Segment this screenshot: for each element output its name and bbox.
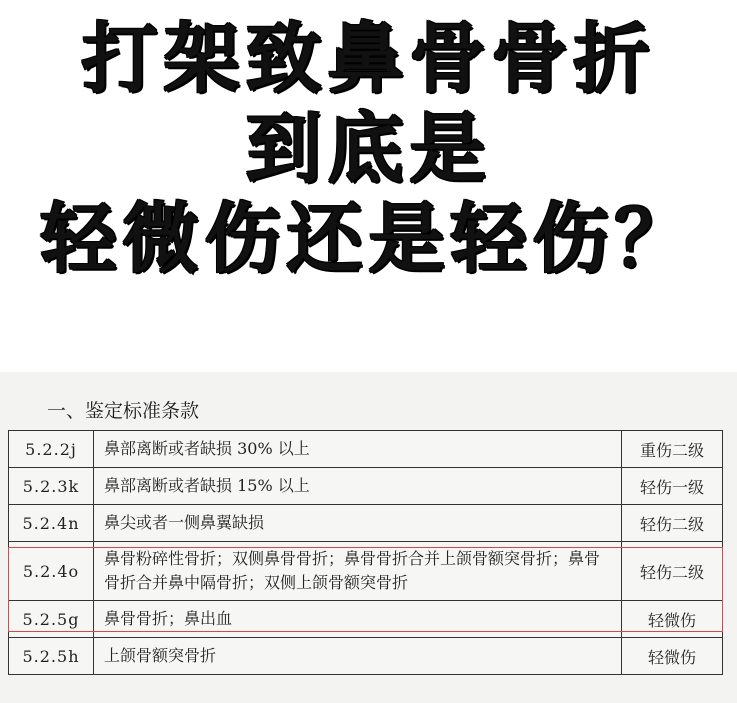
headline-line-1: 打架致鼻骨骨折 — [81, 14, 656, 103]
table-row — [9, 638, 723, 675]
table-row — [9, 505, 723, 542]
headline — [0, 14, 737, 284]
injury-grade: 重伤二级 — [622, 431, 723, 468]
clause-description: 上颌骨额突骨折 — [94, 638, 622, 675]
injury-grade: 轻微伤 — [622, 638, 723, 675]
clause-code: 5.2.2j — [9, 431, 94, 468]
injury-grade: 轻微伤 — [622, 601, 723, 638]
clause-description: 鼻部离断或者缺损 15% 以上 — [94, 468, 622, 505]
headline-line-3: 轻微伤还是轻伤？ — [40, 194, 697, 283]
table-row — [9, 542, 723, 601]
table-row — [9, 601, 723, 638]
section-title: 一、鉴定标准条款 — [47, 400, 200, 422]
headline-line-2: 到底是 — [245, 104, 492, 193]
clause-code: 5.2.5h — [9, 638, 94, 675]
injury-grade: 轻伤一级 — [622, 468, 723, 505]
table-row — [9, 431, 723, 468]
clause-code: 5.2.5g — [9, 601, 94, 638]
clause-description: 鼻部离断或者缺损 30% 以上 — [94, 431, 622, 468]
clause-code: 5.2.3k — [9, 468, 94, 505]
clause-description: 鼻尖或者一侧鼻翼缺损 — [94, 505, 622, 542]
clause-code: 5.2.4o — [9, 542, 94, 601]
injury-grade: 轻伤二级 — [622, 505, 723, 542]
table-row — [9, 468, 723, 505]
clause-description: 鼻骨粉碎性骨折；双侧鼻骨骨折；鼻骨骨折合并上颌骨额突骨折；鼻骨骨折合并鼻中隔骨折；双侧上颌骨额突骨折 — [94, 542, 622, 601]
injury-grade: 轻伤二级 — [622, 542, 723, 601]
clause-code: 5.2.4n — [9, 505, 94, 542]
standard-table — [8, 430, 723, 675]
standard-excerpt — [0, 372, 737, 703]
clause-description: 鼻骨骨折；鼻出血 — [94, 601, 622, 638]
